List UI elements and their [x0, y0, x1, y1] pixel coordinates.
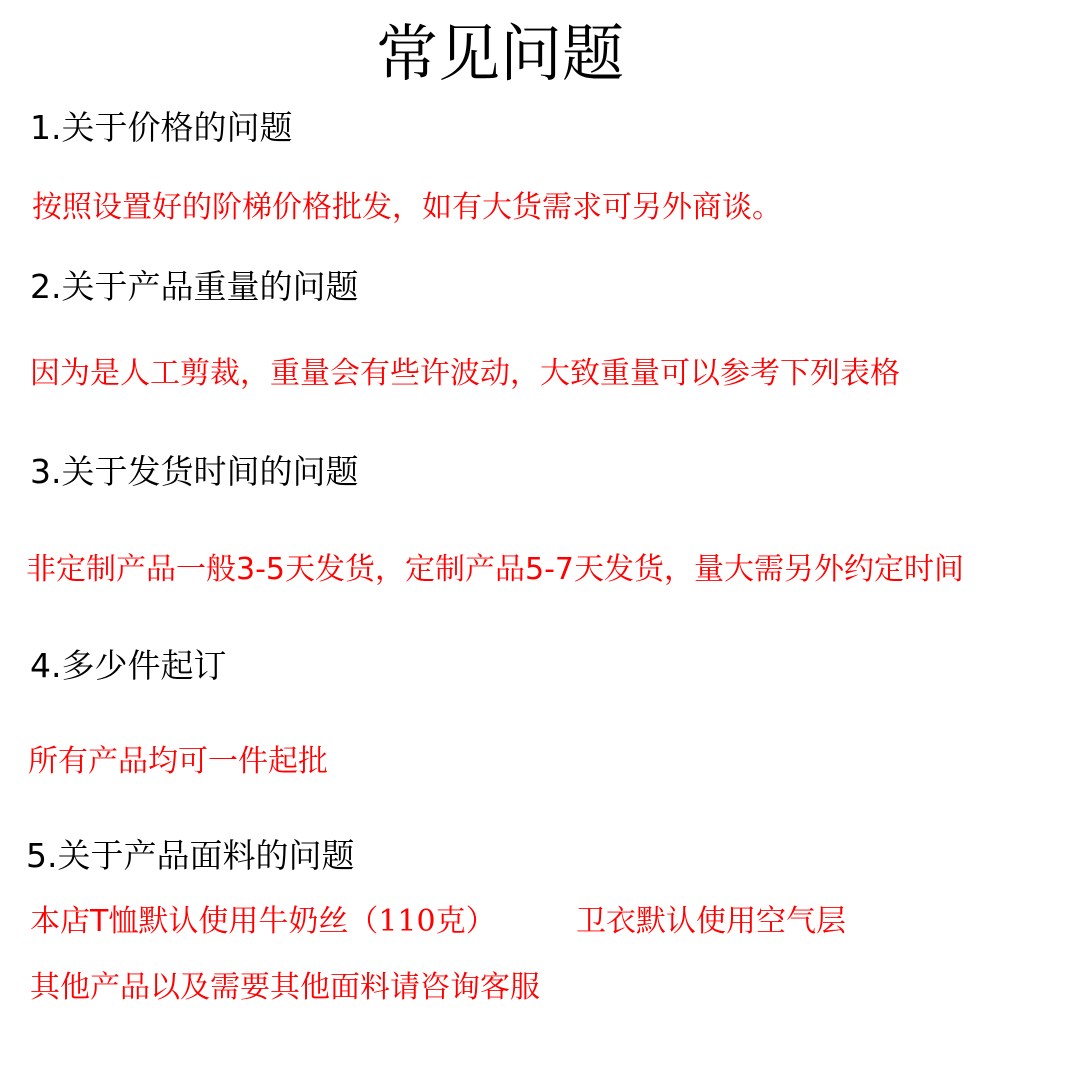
faq-answer-5-line-2: 其他产品以及需要其他面料请咨询客服	[30, 970, 540, 1005]
faq-answer-5-intro: 本店T恤默认使用	[30, 904, 259, 939]
faq-question-1: 1.关于价格的问题	[30, 108, 293, 147]
faq-question-2: 2.关于产品重量的问题	[30, 267, 359, 306]
faq-answer-5-hoodie: 卫衣默认使用空气层	[576, 904, 846, 939]
faq-answer-5-fabric: 牛奶丝（110克）	[258, 904, 496, 939]
faq-answer-3: 非定制产品一般3-5天发货，定制产品5-7天发货，量大需另外约定时间	[26, 552, 964, 587]
faq-answer-1: 按照设置好的阶梯价格批发，如有大货需求可另外商谈。	[32, 190, 782, 225]
faq-answer-2: 因为是人工剪裁，重量会有些许波动，大致重量可以参考下列表格	[30, 356, 900, 391]
faq-question-3: 3.关于发货时间的问题	[30, 452, 359, 491]
faq-answer-5-line-1	[30, 902, 496, 942]
faq-question-5: 5.关于产品面料的问题	[26, 836, 355, 875]
faq-answer-4: 所有产品均可一件起批	[28, 744, 328, 779]
page-title: 常见问题	[375, 17, 624, 90]
faq-question-4: 4.多少件起订	[30, 646, 227, 685]
